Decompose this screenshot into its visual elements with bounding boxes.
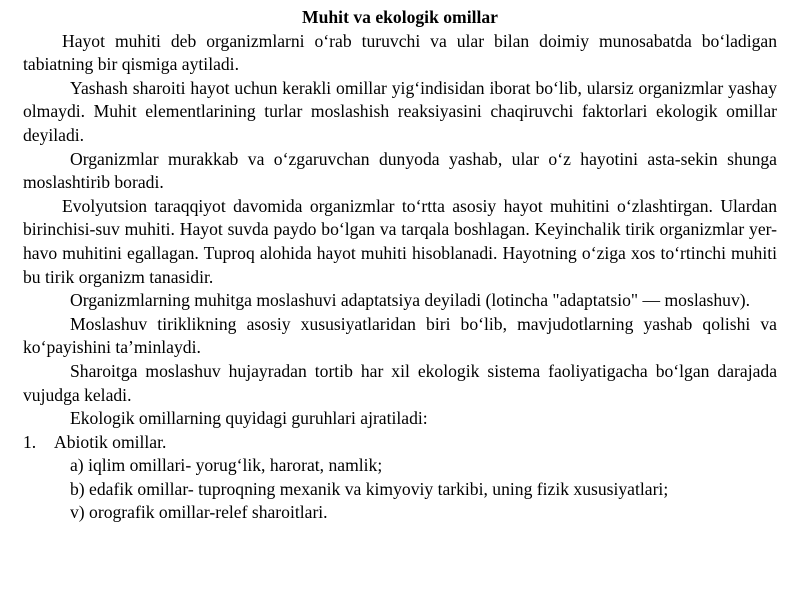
paragraph-yashash-sharoiti: Yashash sharoiti hayot uchun kerakli omillar yig‘indisidan iborat bo‘lib, ularsiz organizmlar yashay olmaydi. Muhit elementlarining turlar moslashish reaksiyasini chaqiruvchi faktorlari ekologik omillar deyiladi. (23, 77, 777, 145)
list-item-iqlim: a) iqlim omillari- yorug‘lik, harorat, namlik; (70, 455, 383, 476)
paragraph-organizmlar-murakkab: Organizmlar murakkab va o‘zgaruvchan dunyoda yashab, ular o‘z hayotini asta-sekin shunga moslashtirib boradi. (23, 148, 777, 193)
document-page (23, 6, 777, 525)
list-heading-text: Abiotik omillar. (54, 431, 167, 452)
list-item-orografik: v) orografik omillar-relef sharoitlari. (70, 502, 328, 523)
paragraph-moslashuv: Moslashuv tiriklikning asosiy xususiyatlaridan biri bo‘lib, mavjudotlarning yashab qolishi va ko‘payishini ta’minlaydi. (23, 313, 777, 358)
document-title: Muhit va ekologik omillar (302, 7, 498, 27)
list-heading (23, 431, 777, 455)
paragraph-sharoitga: Sharoitga moslashuv hujayradan tortib har xil ekologik sistema faoliyatigacha bo‘lgan darajada vujudga keladi. (23, 360, 777, 405)
paragraph-hayot-muhiti: Hayot muhiti deb organizmlarni o‘rab turuvchi va ular bilan doimiy munosabatda bo‘ladigan tabiatning bir qismiga aytiladi. (23, 30, 777, 75)
list-number: 1. (23, 431, 37, 452)
list-item-edafik: b) edafik omillar- tuproqning mexanik va kimyoviy tarkibi, uning fizik xususiyatlari; (70, 478, 669, 499)
paragraph-evolyutsion: Evolyutsion taraqqiyot davomida organizmlar to‘rtta asosiy hayot muhitini o‘zlashtirgan. Ulardan birinchisi-suv muhiti. Hayot suvda paydo bo‘lgan va tarqala boshlagan. Keyinchalik tirik organizmlar yer-havo muhitini egallagan. Tuproq alohida hayot muhiti hisoblanadi. Hayotning o‘ziga xos to‘rtinchi muhiti bu tirik organizm tanasidir. (23, 195, 777, 287)
paragraph-ekologik-guruhlar: Ekologik omillarning quyidagi guruhlari ajratiladi: (70, 408, 428, 429)
paragraph-adaptatsiya: Organizmlarning muhitga moslashuvi adaptatsiya deyiladi (lotincha "adaptatsio" — moslashuv). (70, 290, 751, 311)
